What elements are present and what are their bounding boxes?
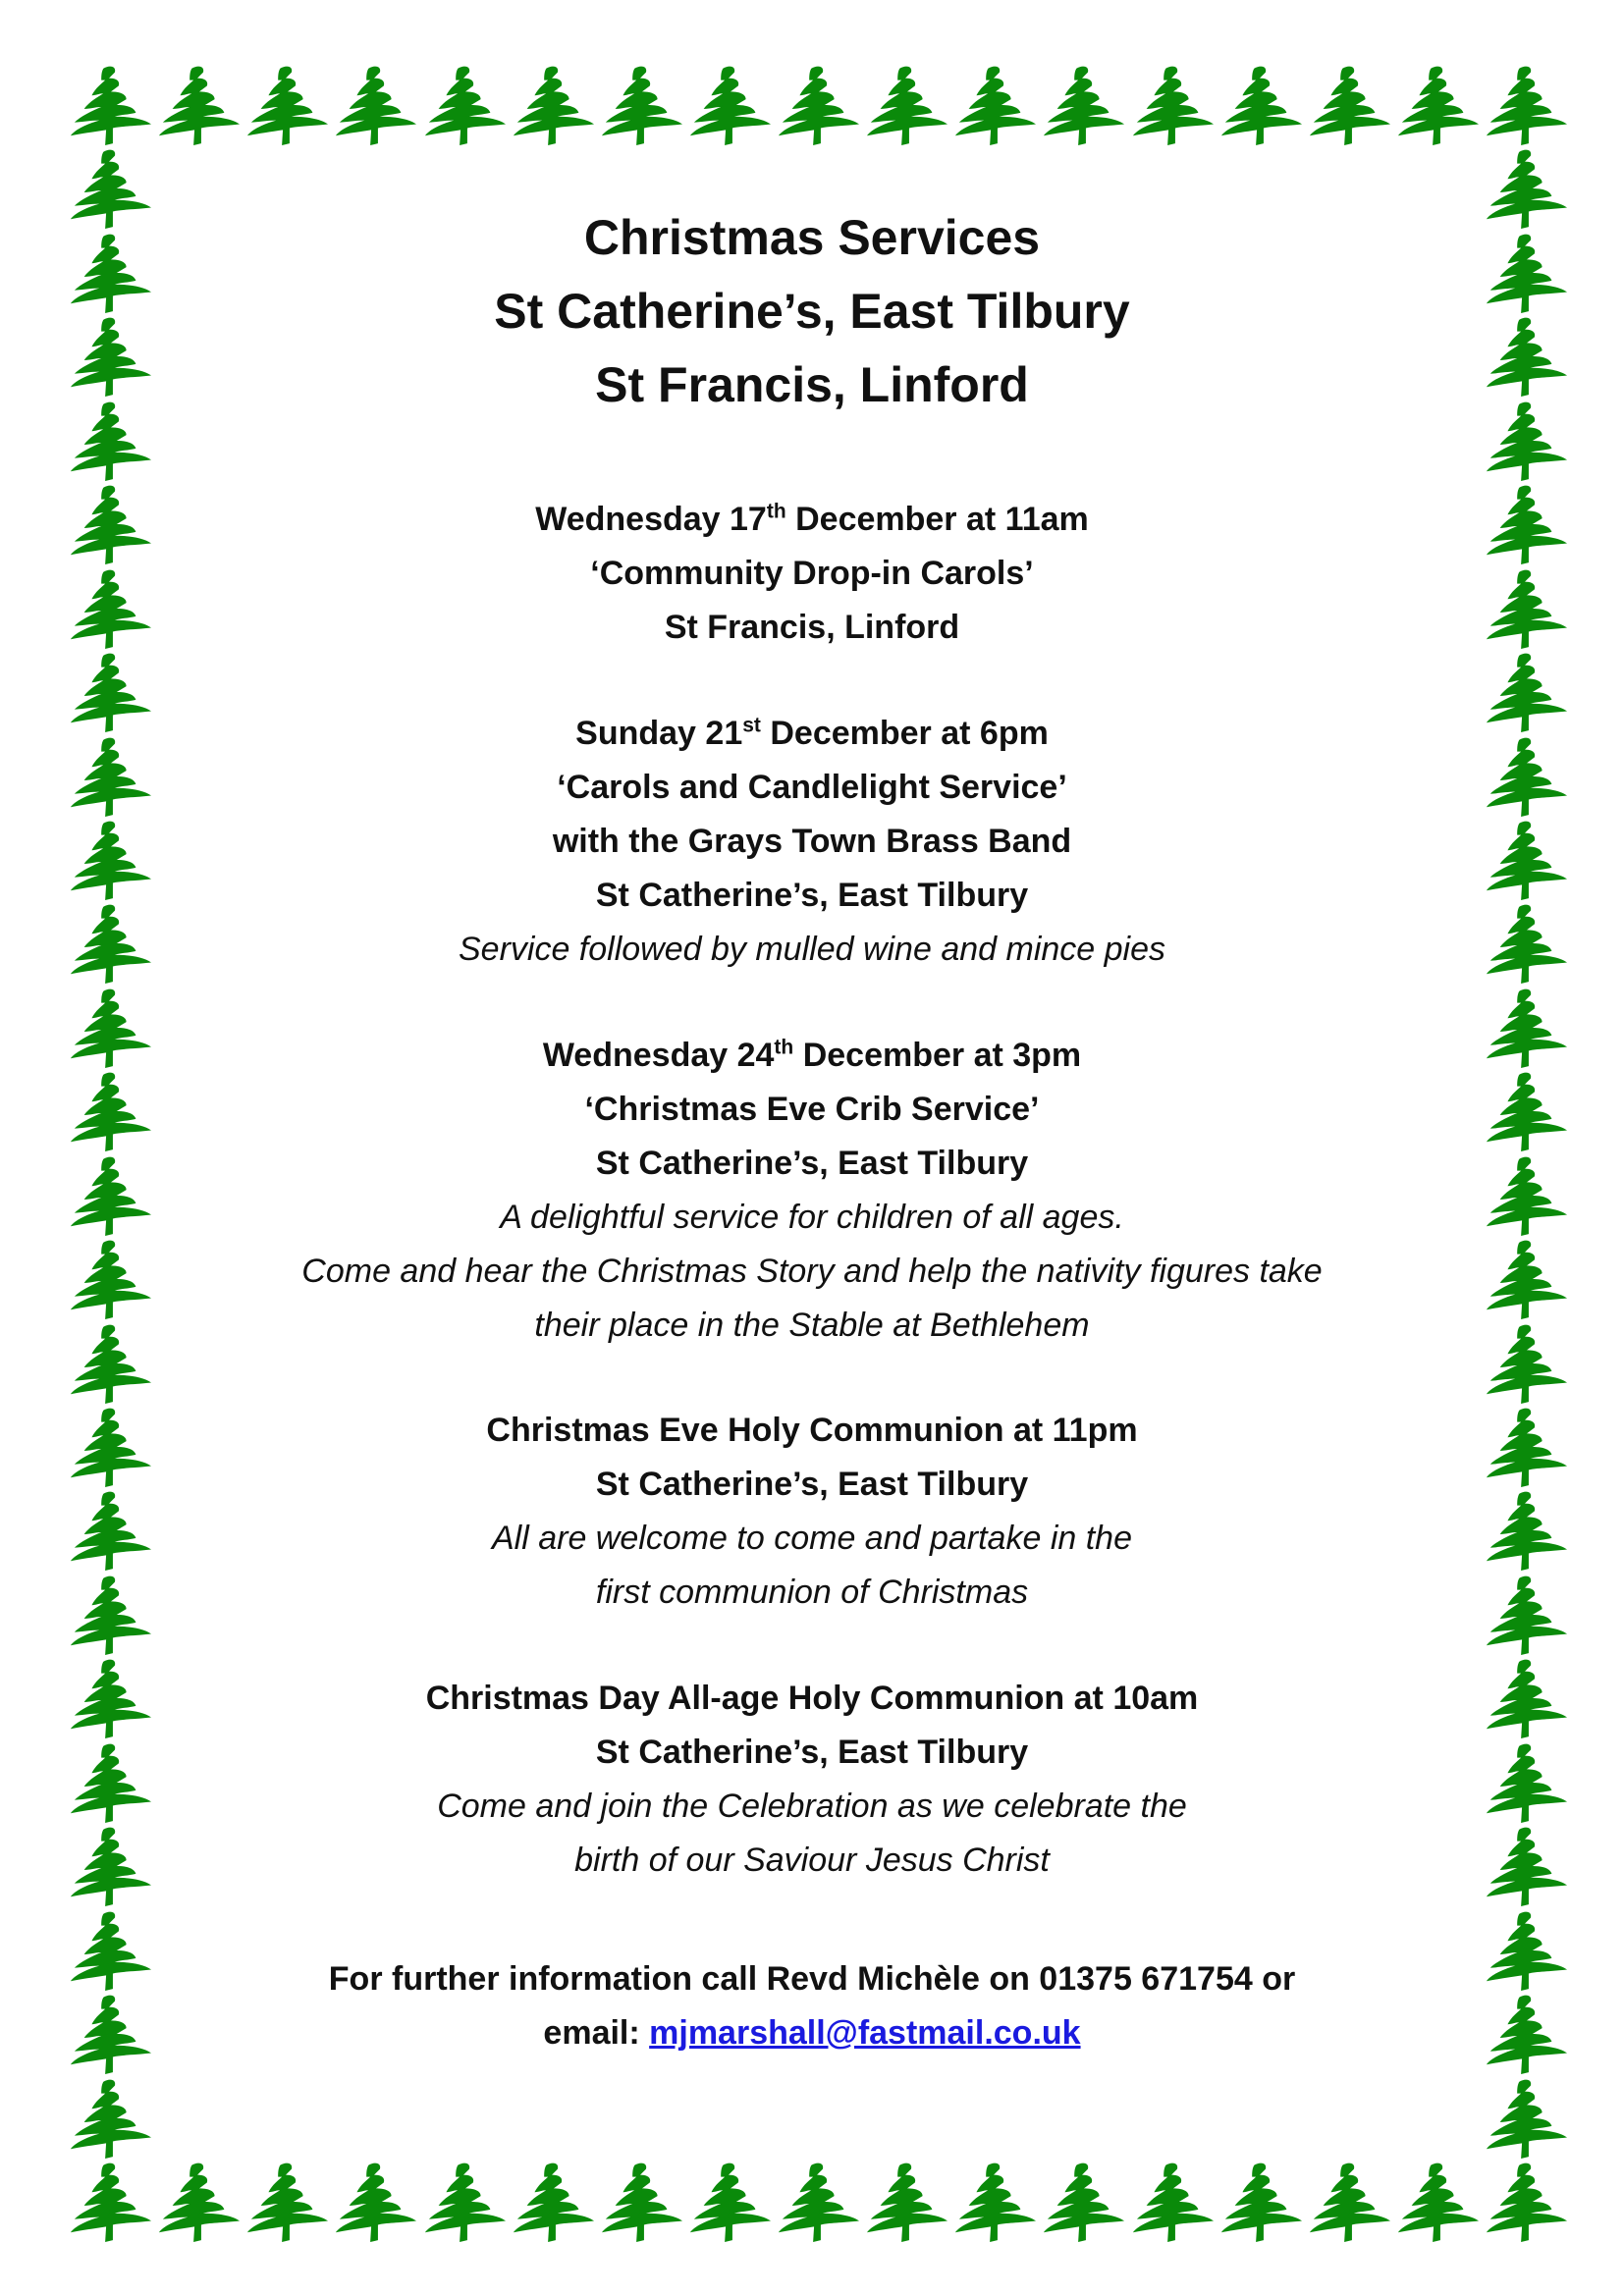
page-title [0, 201, 1624, 422]
service-note: Service followed by mulled wine and mince pies [458, 931, 1166, 968]
christmas-tree-icon [155, 63, 242, 147]
christmas-tree-icon [244, 2160, 330, 2244]
contact-email-line [0, 2006, 1624, 2060]
christmas-tree-icon [775, 63, 861, 147]
service-crib [0, 1029, 1624, 1353]
service-carols-candlelight [0, 707, 1624, 977]
christmas-tree-icon [332, 2160, 418, 2244]
christmas-tree-icon [1483, 2160, 1569, 2244]
christmas-tree-icon [244, 63, 330, 147]
date-suffix: th [766, 500, 786, 523]
date-text: Wednesday 17 [535, 501, 767, 538]
date-text: December at 3pm [793, 1037, 1082, 1074]
title-line: St Catherine’s, East Tilbury [494, 284, 1130, 339]
christmas-tree-icon [598, 63, 684, 147]
christmas-tree-icon [951, 63, 1038, 147]
christmas-tree-icon [510, 63, 596, 147]
christmas-tree-icon [510, 2160, 596, 2244]
christmas-tree-icon [67, 2076, 153, 2161]
service-place: St Catherine’s, East Tilbury [595, 1734, 1029, 1771]
service-heading: Christmas Eve Holy Communion at 11pm [486, 1412, 1138, 1449]
title-line: St Francis, Linford [595, 357, 1029, 412]
service-note: Come and join the Celebration as we celebrate the [437, 1788, 1187, 1825]
service-place: St Catherine’s, East Tilbury [595, 1466, 1029, 1503]
service-heading: Christmas Day All-age Holy Communion at 10am [425, 1680, 1199, 1717]
date-text: Sunday 21 [575, 715, 743, 752]
contact-info [0, 1952, 1624, 2060]
date-suffix: st [742, 714, 761, 737]
christmas-tree-icon [775, 2160, 861, 2244]
christmas-tree-icon [1040, 2160, 1126, 2244]
christmas-tree-icon [155, 2160, 242, 2244]
service-christmas-day [0, 1672, 1624, 1888]
email-label: email: [543, 2014, 650, 2052]
title-line: Christmas Services [583, 210, 1041, 265]
service-date [0, 707, 1624, 761]
email-link[interactable]: mjmarshall@fastmail.co.uk [649, 2014, 1081, 2052]
service-note: their place in the Stable at Bethlehem [534, 1307, 1090, 1344]
service-note: birth of our Saviour Jesus Christ [574, 1842, 1050, 1879]
christmas-tree-icon [1129, 2160, 1216, 2244]
christmas-tree-icon [1040, 63, 1126, 147]
christmas-tree-icon [1394, 63, 1481, 147]
service-note: first communion of Christmas [595, 1574, 1029, 1611]
service-place: St Francis, Linford [664, 609, 960, 646]
christmas-tree-icon [1218, 2160, 1304, 2244]
christmas-tree-icon [686, 2160, 773, 2244]
christmas-tree-icon [863, 2160, 949, 2244]
christmas-tree-icon [1483, 2076, 1569, 2161]
service-place: St Catherine’s, East Tilbury [595, 1145, 1029, 1182]
service-name: ‘Christmas Eve Crib Service’ [584, 1091, 1040, 1128]
service-community-carols [0, 493, 1624, 655]
date-text: December at 11am [785, 501, 1089, 538]
christmas-tree-icon [951, 2160, 1038, 2244]
date-suffix: th [774, 1036, 794, 1059]
service-note: All are welcome to come and partake in the [491, 1520, 1132, 1557]
service-extra: with the Grays Town Brass Band [552, 823, 1072, 860]
christmas-tree-icon [67, 63, 153, 147]
christmas-tree-icon [1129, 63, 1216, 147]
service-place: St Catherine’s, East Tilbury [595, 877, 1029, 914]
service-note: A delightful service for children of all ages. [500, 1199, 1124, 1236]
christmas-tree-icon [1306, 63, 1392, 147]
christmas-tree-icon [1394, 2160, 1481, 2244]
christmas-tree-icon [67, 2160, 153, 2244]
service-date [0, 493, 1624, 547]
christmas-tree-icon [863, 63, 949, 147]
date-text: Wednesday 24 [542, 1037, 775, 1074]
christmas-tree-icon [1306, 2160, 1392, 2244]
christmas-tree-icon [598, 2160, 684, 2244]
christmas-tree-icon [1483, 63, 1569, 147]
christmas-tree-icon [686, 63, 773, 147]
christmas-tree-icon [1218, 63, 1304, 147]
service-name: ‘Community Drop-in Carols’ [590, 555, 1034, 592]
service-eve-communion [0, 1404, 1624, 1620]
service-name: ‘Carols and Candlelight Service’ [557, 769, 1067, 806]
service-note: Come and hear the Christmas Story and help the nativity figures take [301, 1253, 1323, 1290]
christmas-tree-icon [421, 63, 508, 147]
christmas-tree-icon [332, 63, 418, 147]
christmas-tree-icon [421, 2160, 508, 2244]
contact-line: For further information call Revd Michèle on 01375 671754 or [328, 1960, 1296, 1998]
date-text: December at 6pm [760, 715, 1049, 752]
service-date [0, 1029, 1624, 1083]
